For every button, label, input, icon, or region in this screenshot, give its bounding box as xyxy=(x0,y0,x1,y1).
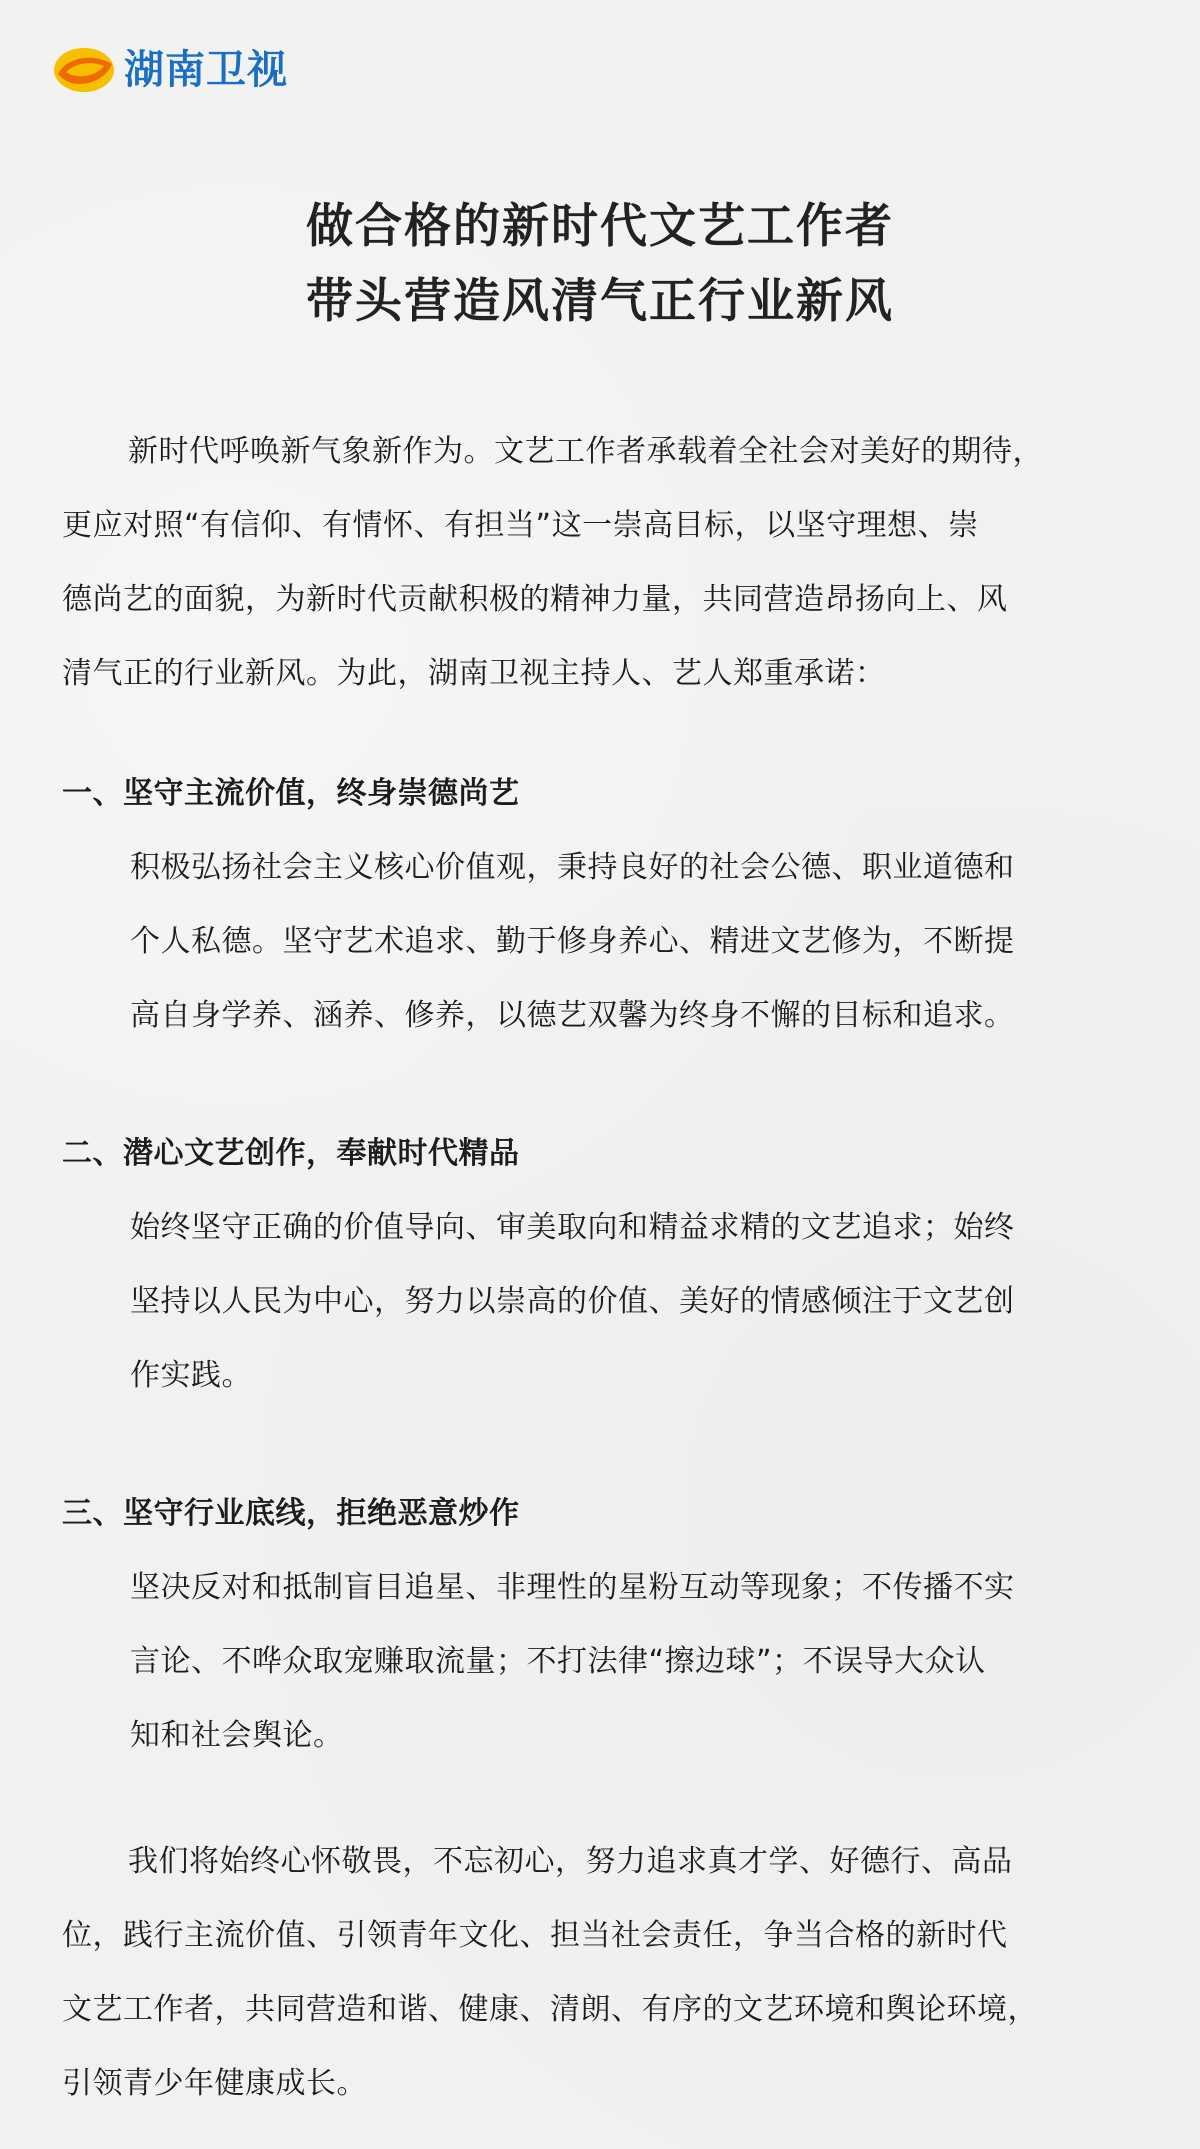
section-2-line: 坚持以人民为中心，努力以崇高的价值、美好的情感倾注于文艺创 xyxy=(130,1284,1015,1319)
hunan-tv-logo xyxy=(52,44,288,96)
intro-line: 清气正的行业新风。为此，湖南卫视主持人、艺人郑重承诺： xyxy=(62,656,886,691)
closing-paragraph xyxy=(62,1825,1038,2121)
section-1-body xyxy=(130,831,1015,1053)
intro-line: 新时代呼唤新气象新作为。文艺工作者承载着全社会对美好的期待， xyxy=(128,434,1043,469)
section-2-heading: 二、潜心文艺创作，奉献时代精品 xyxy=(62,1136,520,1171)
section-3-body xyxy=(130,1551,1015,1773)
mango-logo-icon xyxy=(52,44,116,96)
intro-line: 更应对照“有信仰、有情怀、有担当”这一崇高目标，以坚守理想、崇 xyxy=(62,508,979,543)
section-1-line: 个人私德。坚守艺术追求、勤于修身养心、精进文艺修为，不断提 xyxy=(130,924,1015,959)
section-3-line: 知和社会舆论。 xyxy=(130,1718,344,1753)
page-title-line-2: 带头营造风清气正行业新风 xyxy=(306,274,894,329)
intro-line: 德尚艺的面貌，为新时代贡献积极的精神力量，共同营造昂扬向上、风 xyxy=(62,582,1008,617)
section-1-line: 高自身学养、涵养、修养，以德艺双馨为终身不懈的目标和追求。 xyxy=(130,998,1015,1033)
logo-text: 湖南卫视 xyxy=(124,47,288,93)
section-3-line: 言论、不哗众取宠赚取流量；不打法律“擦边球”；不误导大众认 xyxy=(130,1644,986,1679)
closing-line: 我们将始终心怀敬畏，不忘初心，努力追求真才学、好德行、高品 xyxy=(128,1844,1013,1879)
section-2-line: 始终坚守正确的价值导向、审美取向和精益求精的文艺追求；始终 xyxy=(130,1210,1015,1245)
section-3-line: 坚决反对和抵制盲目追星、非理性的星粉互动等现象；不传播不实 xyxy=(130,1570,1015,1605)
section-1-heading: 一、坚守主流价值，终身崇德尚艺 xyxy=(62,776,520,811)
section-1-line: 积极弘扬社会主义核心价值观，秉持良好的社会公德、职业道德和 xyxy=(130,850,1015,885)
closing-line: 引领青少年健康成长。 xyxy=(62,2066,367,2101)
closing-line: 位，践行主流价值、引领青年文化、担当社会责任，争当合格的新时代 xyxy=(62,1918,1008,1953)
intro-paragraph xyxy=(62,415,1043,711)
section-3-heading: 三、坚守行业底线，拒绝恶意炒作 xyxy=(62,1496,520,1531)
section-2-body xyxy=(130,1191,1015,1413)
closing-line: 文艺工作者，共同营造和谐、健康、清朗、有序的文艺环境和舆论环境， xyxy=(62,1992,1038,2027)
page-title-line-1: 做合格的新时代文艺工作者 xyxy=(306,199,894,254)
section-2-line: 作实践。 xyxy=(130,1358,252,1393)
